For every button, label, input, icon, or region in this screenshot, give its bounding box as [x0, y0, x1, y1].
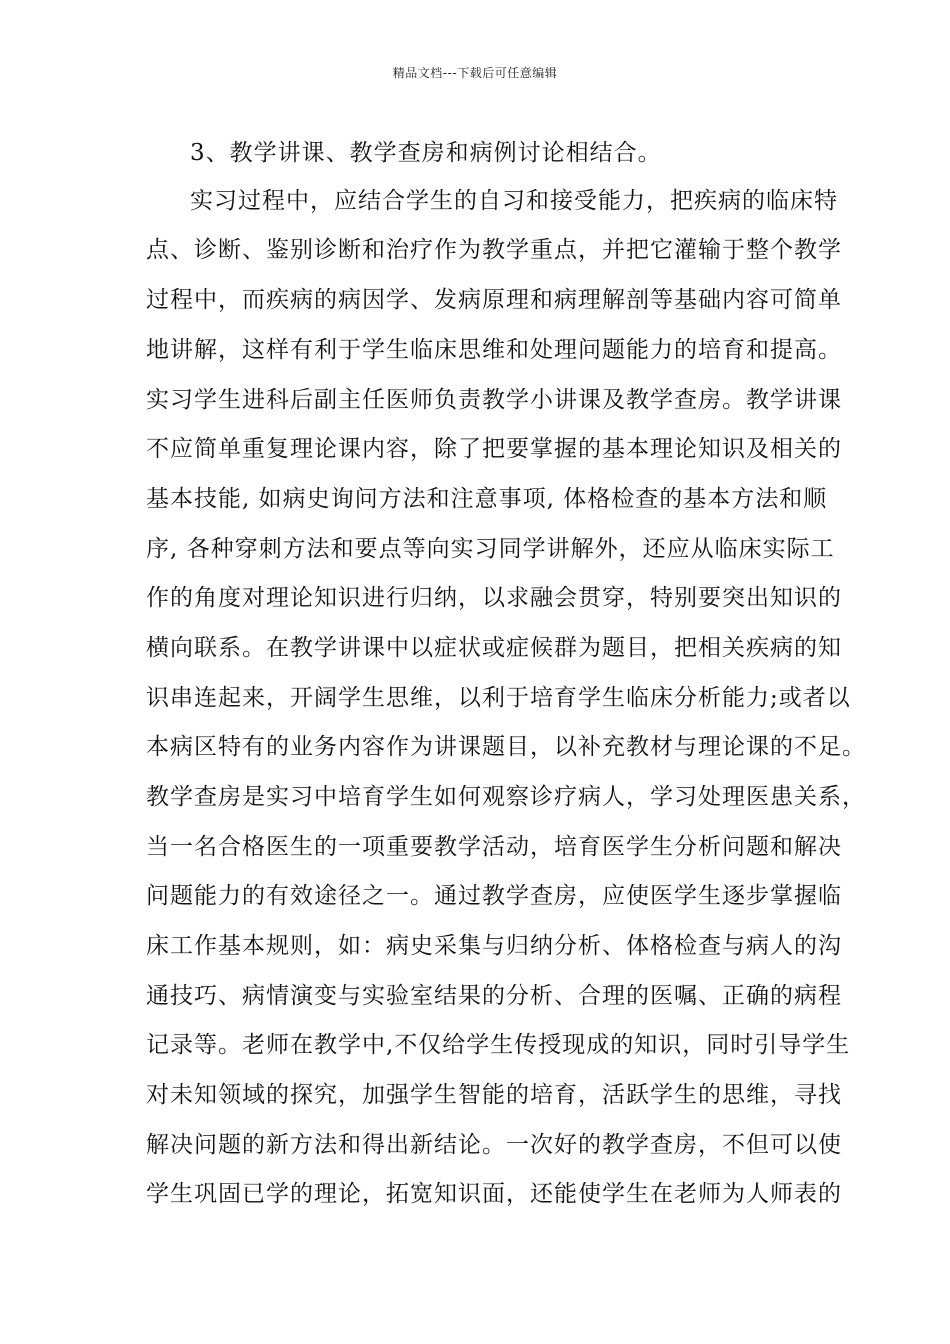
page-header: 精品文档---下载后可任意编辑: [392, 66, 558, 80]
paragraph-line: 教学查房是实习中培育学生如何观察诊疗病人，学习处理医患关系，: [146, 784, 866, 810]
paragraph-line: 横向联系。在教学讲课中以症状或症候群为题目，把相关疾病的知: [146, 635, 842, 661]
paragraph-line: 实习过程中，应结合学生的自习和接受能力，把疾病的临床特: [190, 188, 838, 214]
paragraph-line: 地讲解，这样有利于学生临床思维和处理问题能力的培育和提高。: [146, 337, 842, 363]
paragraph-line: 通技巧、病情演变与实验室结果的分析、合理的医嘱、正确的病程: [146, 983, 842, 1009]
section-heading: 3、教学讲课、教学查房和病例讨论相结合。: [190, 140, 662, 166]
paragraph-line: 点、诊断、鉴别诊断和治疗作为教学重点，并把它灌输于整个教学: [146, 237, 842, 263]
paragraph-line: 识串连起来，开阔学生思维，以利于培育学生临床分析能力;或者以: [146, 685, 851, 711]
paragraph-line: 实习学生进科后副主任医师负责教学小讲课及教学查房。教学讲课: [146, 387, 842, 413]
paragraph-line: 过程中，而疾病的病因学、发病原理和病理解剖等基础内容可简单: [146, 287, 842, 313]
paragraph-line: 床工作基本规则，如：病史采集与归纳分析、体格检查与病人的沟: [146, 933, 842, 959]
paragraph-line: 解决问题的新方法和得出新结论。一次好的教学查房，不但可以使: [146, 1132, 842, 1158]
paragraph-line: 记录等。老师在教学中,不仅给学生传授现成的知识，同时引导学生: [146, 1032, 851, 1058]
paragraph-line: 基本技能, 如病史询问方法和注意事项, 体格检查的基本方法和顺: [146, 486, 828, 512]
paragraph-line: 学生巩固已学的理论，拓宽知识面，还能使学生在老师为人师表的: [146, 1181, 842, 1207]
paragraph-line: 对未知领域的探究，加强学生智能的培育，活跃学生的思维，寻找: [146, 1082, 842, 1108]
paragraph-line: 当一名合格医生的一项重要教学活动，培育医学生分析问题和解决: [146, 834, 842, 860]
paragraph-line: 作的角度对理论知识进行归纳，以求融会贯穿，特别要突出知识的: [146, 585, 842, 611]
paragraph-line: 序, 各种穿刺方法和要点等向实习同学讲解外，还应从临床实际工: [146, 536, 835, 562]
paragraph-line: 问题能力的有效途径之一。通过教学查房，应使医学生逐步掌握临: [146, 883, 842, 909]
paragraph-line: 不应简单重复理论课内容，除了把要掌握的基本理论知识及相关的: [146, 436, 842, 462]
paragraph-line: 本病区特有的业务内容作为讲课题目，以补充教材与理论课的不足。: [146, 734, 866, 760]
